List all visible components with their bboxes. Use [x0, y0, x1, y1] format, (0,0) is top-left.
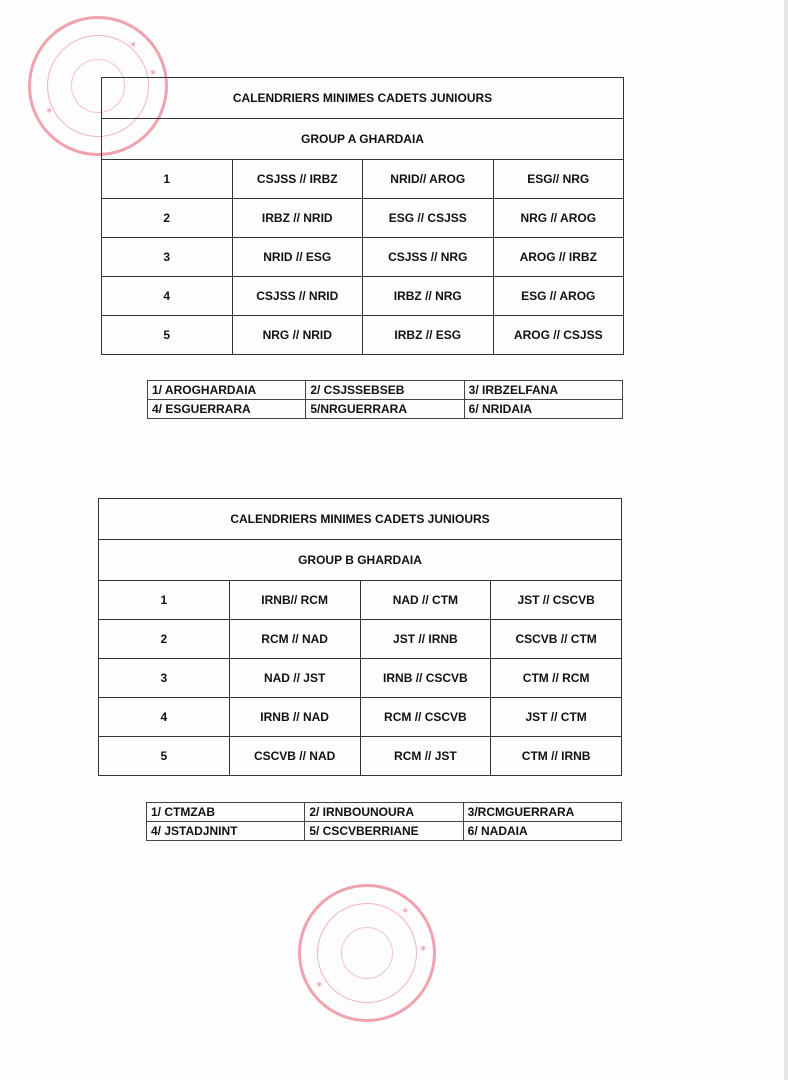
seal-star-icon: ✶ — [419, 944, 428, 955]
team-legend-group-a — [147, 380, 623, 419]
seal-star-icon: ✶ — [401, 906, 410, 917]
page-edge — [784, 0, 788, 1080]
match-cell: ESG // CSJSS — [363, 199, 494, 238]
match-cell: JST // IRNB — [360, 620, 491, 659]
team-entry: 5/NRGUERRARA — [306, 400, 464, 419]
match-cell: JST // CTM — [491, 698, 622, 737]
seal-star-icon: ✶ — [315, 980, 324, 991]
match-cell: JST // CSCVB — [491, 581, 622, 620]
seal-star-icon: ✶ — [149, 68, 158, 79]
match-cell: IRBZ // NRG — [363, 277, 494, 316]
match-cell: NAD // JST — [229, 659, 360, 698]
round-number: 2 — [102, 199, 233, 238]
match-cell: CSCVB // NAD — [229, 737, 360, 776]
round-row — [99, 620, 622, 659]
team-entry: 1/ AROGHARDAIA — [148, 381, 306, 400]
legend-row — [148, 400, 623, 419]
round-row — [99, 659, 622, 698]
match-cell: RCM // JST — [360, 737, 491, 776]
round-row — [102, 316, 624, 355]
round-number: 5 — [102, 316, 233, 355]
match-cell: NRG // AROG — [493, 199, 624, 238]
match-cell: NRID // ESG — [232, 238, 363, 277]
match-cell: IRNB // NAD — [229, 698, 360, 737]
match-cell: CSJSS // IRBZ — [232, 160, 363, 199]
match-cell: IRBZ // ESG — [363, 316, 494, 355]
match-cell: CSJSS // NRID — [232, 277, 363, 316]
round-number: 3 — [102, 238, 233, 277]
match-cell: AROG // IRBZ — [493, 238, 624, 277]
round-row — [102, 238, 624, 277]
match-cell: CTM // RCM — [491, 659, 622, 698]
round-number: 3 — [99, 659, 230, 698]
match-cell: ESG// NRG — [493, 160, 624, 199]
match-cell: RCM // NAD — [229, 620, 360, 659]
team-entry: 6/ NRIDAIA — [464, 400, 622, 419]
team-entry: 5/ CSCVBERRIANE — [305, 822, 463, 841]
seal-star-icon: ✶ — [45, 106, 54, 117]
match-cell: CTM // IRNB — [491, 737, 622, 776]
match-cell: RCM // CSCVB — [360, 698, 491, 737]
match-cell: AROG // CSJSS — [493, 316, 624, 355]
schedule-table-group-a — [101, 77, 624, 355]
round-row — [99, 737, 622, 776]
team-entry: 3/RCMGUERRARA — [463, 803, 621, 822]
official-seal-icon — [298, 884, 436, 1022]
round-row — [102, 160, 624, 199]
match-cell: NAD // CTM — [360, 581, 491, 620]
team-entry: 3/ IRBZELFANA — [464, 381, 622, 400]
round-number: 1 — [99, 581, 230, 620]
legend-row — [148, 381, 623, 400]
match-cell: NRG // NRID — [232, 316, 363, 355]
match-cell: IRBZ // NRID — [232, 199, 363, 238]
seal-star-icon: ✶ — [129, 40, 138, 51]
legend-row — [147, 803, 622, 822]
round-row — [102, 199, 624, 238]
team-entry: 2/ IRNBOUNOURA — [305, 803, 463, 822]
group-name: GROUP A GHARDAIA — [102, 119, 624, 160]
match-cell: IRNB// RCM — [229, 581, 360, 620]
team-entry: 4/ JSTADJNINT — [147, 822, 305, 841]
match-cell: CSJSS // NRG — [363, 238, 494, 277]
legend-row — [147, 822, 622, 841]
seal-core-ring — [341, 927, 393, 979]
round-number: 2 — [99, 620, 230, 659]
team-entry: 4/ ESGUERRARA — [148, 400, 306, 419]
match-cell: CSCVB // CTM — [491, 620, 622, 659]
round-number: 1 — [102, 160, 233, 199]
match-cell: ESG // AROG — [493, 277, 624, 316]
team-entry: 6/ NADAIA — [463, 822, 621, 841]
round-row — [99, 698, 622, 737]
round-number: 4 — [99, 698, 230, 737]
schedule-table-group-b — [98, 498, 622, 776]
round-number: 4 — [102, 277, 233, 316]
match-cell: NRID// AROG — [363, 160, 494, 199]
round-row — [99, 581, 622, 620]
match-cell: IRNB // CSCVB — [360, 659, 491, 698]
schedule-title: CALENDRIERS MINIMES CADETS JUNIOURS — [99, 499, 622, 540]
team-entry: 1/ CTMZAB — [147, 803, 305, 822]
group-name: GROUP B GHARDAIA — [99, 540, 622, 581]
team-legend-group-b — [146, 802, 622, 841]
round-row — [102, 277, 624, 316]
round-number: 5 — [99, 737, 230, 776]
schedule-title: CALENDRIERS MINIMES CADETS JUNIOURS — [102, 78, 624, 119]
team-entry: 2/ CSJSSEBSEB — [306, 381, 464, 400]
